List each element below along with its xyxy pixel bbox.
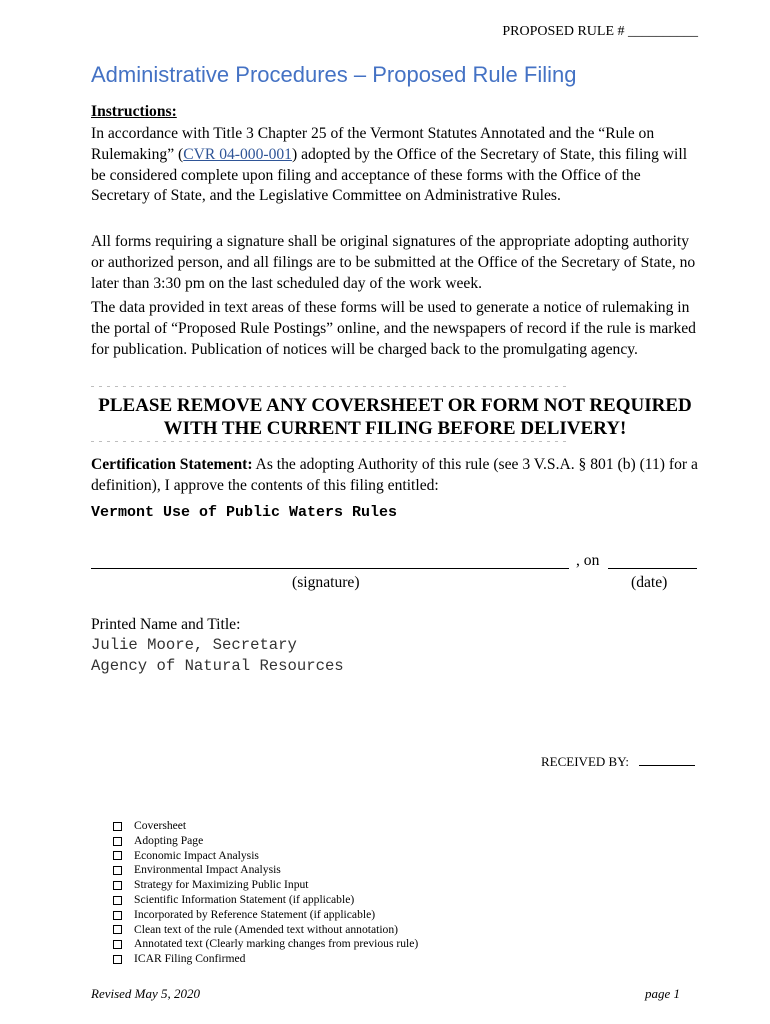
cvr-rule-link[interactable]: CVR 04-000-001 <box>183 145 292 163</box>
checkbox[interactable] <box>113 822 122 831</box>
checklist-item <box>113 937 418 952</box>
certification-label: Certification Statement: <box>91 456 253 473</box>
removal-warning: PLEASE REMOVE ANY COVERSHEET OR FORM NOT REQUIRED WITH THE CURRENT FILING BEFORE DELIVERY! <box>98 395 692 439</box>
page-number: page 1 <box>644 986 680 1001</box>
decorative-divider-top: — — — — — — — — — — — — — — — — — — — — — — — — — — — — — — — — — — — — — — — — — — — — — — — — — — — — — — — — — — — — <box>91 384 568 390</box>
checklist-item <box>113 878 418 893</box>
checklist-item <box>113 908 418 923</box>
page-title: Administrative Procedures – Proposed Rule Filing <box>91 62 577 87</box>
date-line[interactable] <box>608 568 697 569</box>
checklist-label: Strategy for Maximizing Public Input <box>134 878 309 892</box>
printed-name-value[interactable]: Julie Moore, Secretary <box>91 636 297 654</box>
checkbox[interactable] <box>113 851 122 860</box>
checkbox[interactable] <box>113 866 122 875</box>
revision-date: Revised May 5, 2020 <box>91 986 201 1001</box>
checklist-label: ICAR Filing Confirmed <box>134 952 246 966</box>
decorative-divider-bottom: — — — — — — — — — — — — — — — — — — — — — — — — — — — — — — — — — — — — — — — — — — — — — — — — — — — — — — — — — — — — <box>91 439 568 445</box>
instructions-paragraph-2: All forms requiring a signature shall be original signatures of the appropriate adopting authority or authorized person, and all filings are to be submitted at the Office of the Secretary of State, no later than 3:30 pm on the last scheduled day of the work week. <box>91 233 696 292</box>
instructions-paragraph-1 <box>91 124 701 207</box>
instructions-paragraph-3: The data provided in text areas of these forms will be used to generate a notice of rulemaking in the portal of “Proposed Rule Postings” online, and the newspapers of record if the rule is marked for publication. Publication of notices will be charged back to the promulgating agency. <box>91 299 696 358</box>
signature-line[interactable] <box>91 568 569 569</box>
checklist-label: Incorporated by Reference Statement (if applicable) <box>134 907 376 921</box>
checklist-item <box>113 863 418 878</box>
received-by-line[interactable] <box>639 754 695 766</box>
checklist-item <box>113 834 418 849</box>
certification-text: As the adopting Authority of this rule (see 3 V.S.A. § 801 (b) (11) for a definition), I approve the contents of this filing entitled: <box>91 456 698 494</box>
checkbox[interactable] <box>113 896 122 905</box>
checklist-label: Annotated text (Clearly marking changes from previous rule) <box>134 937 419 951</box>
checklist-label: Economic Impact Analysis <box>134 848 259 862</box>
rule-title-field[interactable]: Vermont Use of Public Waters Rules <box>91 504 398 521</box>
checkbox[interactable] <box>113 881 122 890</box>
instructions-p1-before: In accordance with Title 3 Chapter 25 of the Vermont Statutes Annotated and the “Rule on Rulemaking” ( <box>91 125 655 163</box>
proposed-rule-number: PROPOSED RULE # __________ <box>502 24 698 39</box>
agency-value[interactable]: Agency of Natural Resources <box>91 657 344 675</box>
checkbox[interactable] <box>113 911 122 920</box>
checklist-label: Environmental Impact Analysis <box>134 863 281 877</box>
checklist-item <box>113 819 418 834</box>
on-text: , on <box>576 552 600 569</box>
checklist-label: Clean text of the rule (Amended text without annotation) <box>134 922 399 936</box>
checkbox[interactable] <box>113 925 122 934</box>
checkbox[interactable] <box>113 940 122 949</box>
signature-label: (signature) <box>292 574 360 591</box>
checklist-item <box>113 849 418 864</box>
instructions-p1-after: ) adopted by the Office of the Secretary of State, this filing will be considered complete upon filing and acceptance of these forms with the Office of the Secretary of State, and the Legislative Committee on Administrative Rules. <box>91 145 688 205</box>
checklist-label: Scientific Information Statement (if applicable) <box>134 892 355 906</box>
received-by <box>541 754 695 770</box>
printed-name-label: Printed Name and Title: <box>91 616 241 633</box>
filing-checklist <box>113 819 418 967</box>
instructions-heading: Instructions: <box>91 103 177 120</box>
checklist-item <box>113 893 418 908</box>
date-label: (date) <box>631 574 668 591</box>
checklist-label: Adopting Page <box>134 833 204 847</box>
received-by-label: RECEIVED BY: <box>541 754 629 769</box>
checklist-label: Coversheet <box>134 819 187 832</box>
checkbox[interactable] <box>113 955 122 964</box>
checkbox[interactable] <box>113 837 122 846</box>
checklist-item <box>113 952 418 967</box>
checklist-item <box>113 923 418 938</box>
certification-statement <box>91 455 701 497</box>
